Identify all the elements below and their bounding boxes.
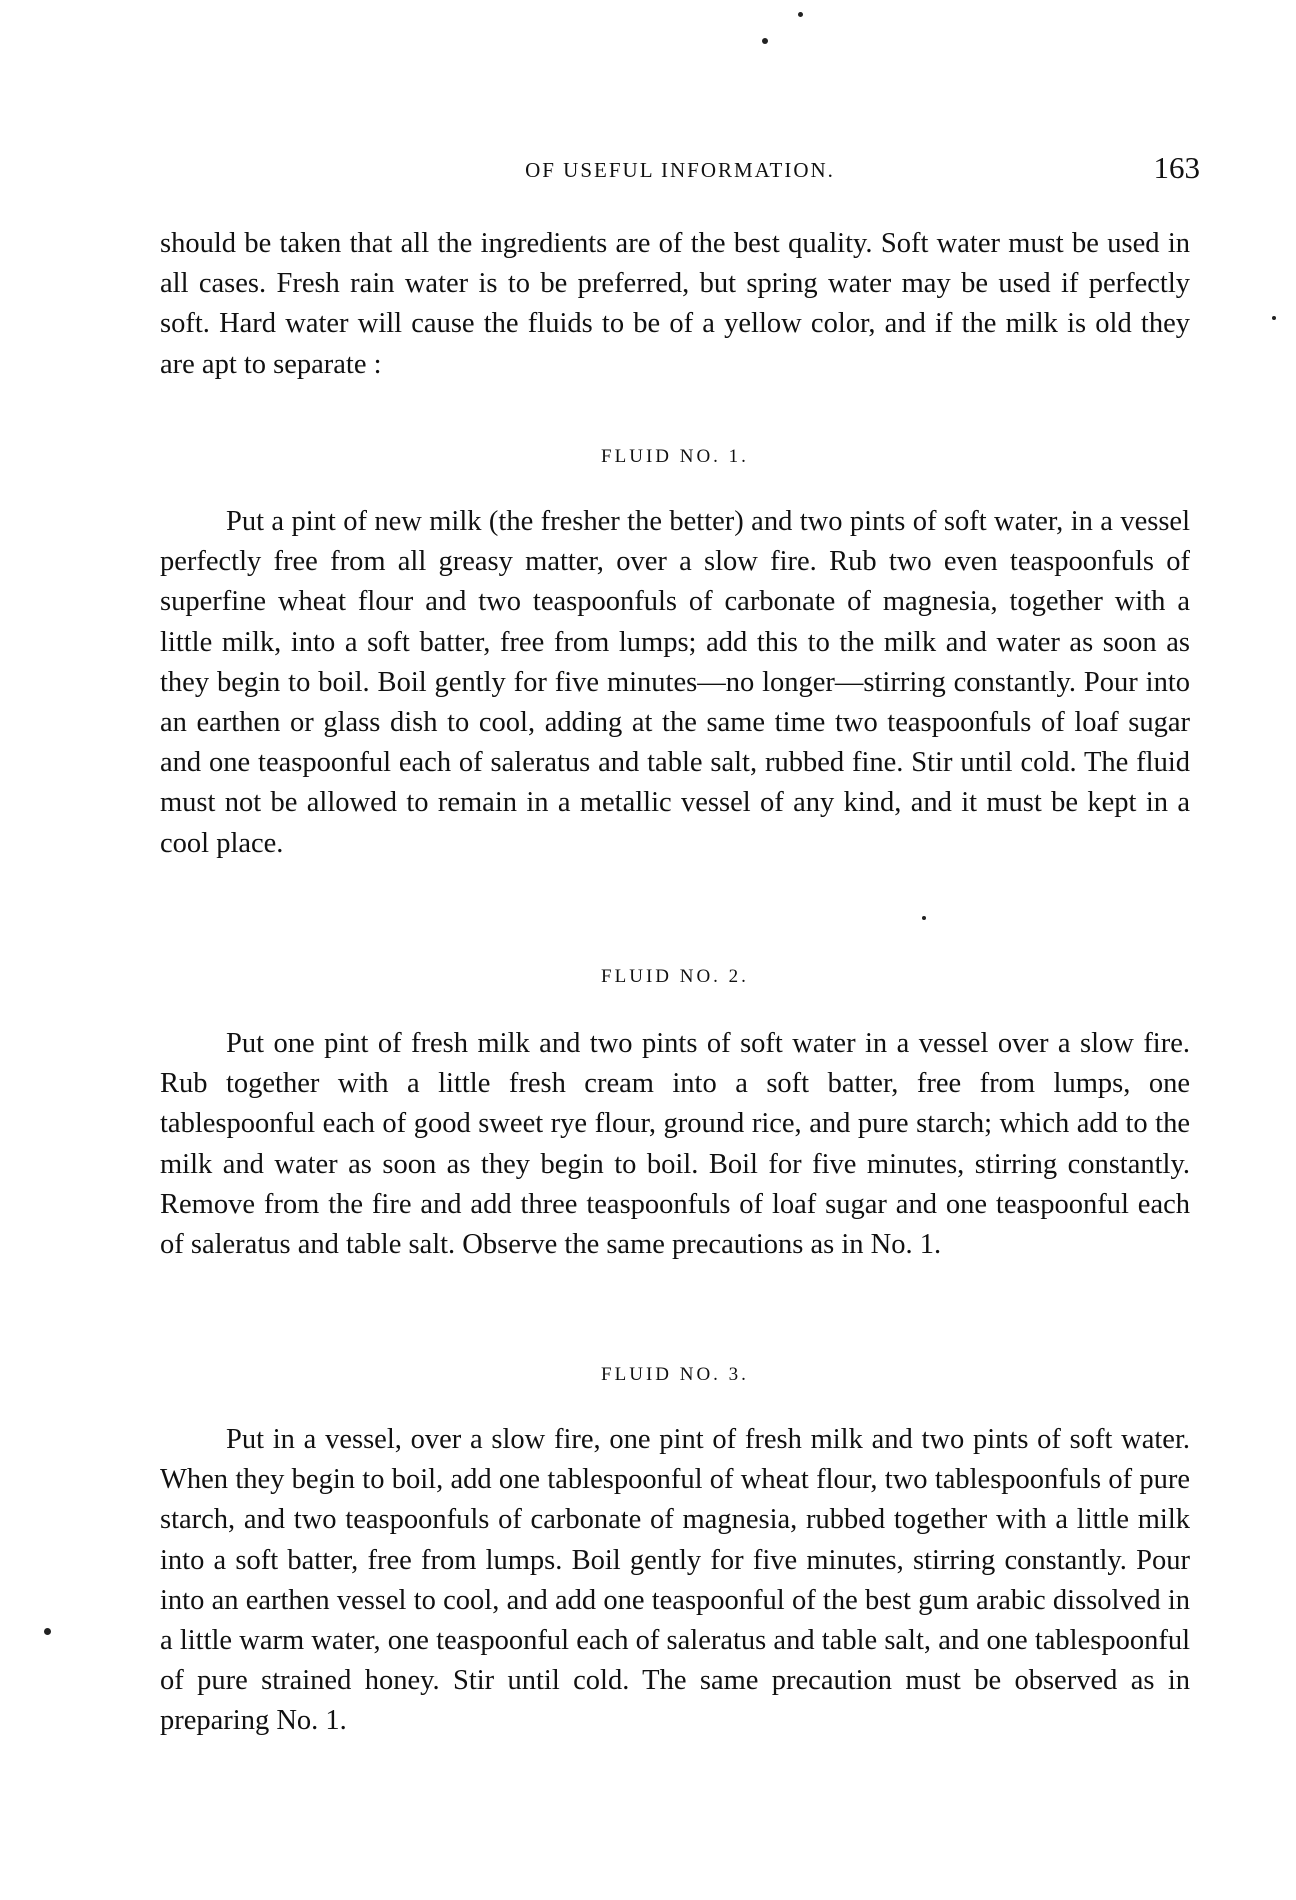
section-heading-fluid-3: FLUID NO. 3. (601, 1364, 749, 1385)
section-body-fluid-2: Put one pint of fresh milk and two pints of soft water in a vessel over a slow fire. Rub together with a little fresh cream into a soft batter, free from lumps, one tablespoonful each of good sweet rye flour, ground rice, and pure starch; which add to the milk and water as soon as they begin to boil. Boil for five minutes, stirring constantly. Remove from the fire and add three teaspoonfuls of loaf sugar and one teaspoonful each of saleratus and table salt. Observe the same precautions as in No. 1. (160, 1028, 1190, 1261)
page-number: 163 (1153, 150, 1200, 185)
running-title: OF USEFUL INFORMATION. (525, 158, 835, 182)
scan-speck (798, 12, 803, 17)
section-body-fluid-3: Put in a vessel, over a slow fire, one pint of fresh milk and two pints of soft water. When they begin to boil, add one tablespoonful of wheat flour, two tablespoonfuls of pure starch, and two teaspoonfuls of carbonate of magnesia, rubbed together with a little milk into a soft batter, free from lumps. Boil gently for five minutes, stirring constantly. Pour into an earthen vessel to cool, and add one teaspoonful of the best gum arabic dissolved in a little warm water, one teaspoonful each of saleratus and table salt, and one tablespoonful of pure strained honey. Stir until cold. The same precaution must be observed as in preparing No. 1. (160, 1424, 1190, 1737)
section-heading-fluid-1: FLUID NO. 1. (601, 446, 749, 467)
section-body-fluid-1: Put a pint of new milk (the fresher the better) and two pints of soft water, in a vessel perfectly free from all greasy matter, over a slow fire. Rub two even teaspoonfuls of superfine wheat flour and two teaspoonfuls of carbonate of magnesia, together with a little milk, into a soft batter, free from lumps; add this to the milk and water as soon as they begin to boil. Boil gently for five minutes—no longer—stirring constantly. Pour into an earthen or glass dish to cool, adding at the same time two teaspoonfuls of loaf sugar and one teaspoonful each of saleratus and table salt, rubbed fine. Stir until cold. The fluid must not be allowed to remain in a metallic vessel of any kind, and it must be kept in a cool place. (160, 506, 1190, 859)
scan-speck (922, 916, 926, 920)
scan-speck (762, 38, 768, 44)
scan-speck (1272, 316, 1276, 320)
running-head (160, 150, 1200, 190)
scan-speck (44, 1628, 51, 1635)
intro-paragraph: should be taken that all the ingredients are of the best quality. Soft water must be used in all cases. Fresh rain water is to be preferred, but spring water may be used if perfectly soft. Hard water will cause the fluids to be of a yellow color, and if the milk is old they are apt to separate : (160, 228, 1190, 380)
section-heading-fluid-2: FLUID NO. 2. (601, 966, 749, 987)
